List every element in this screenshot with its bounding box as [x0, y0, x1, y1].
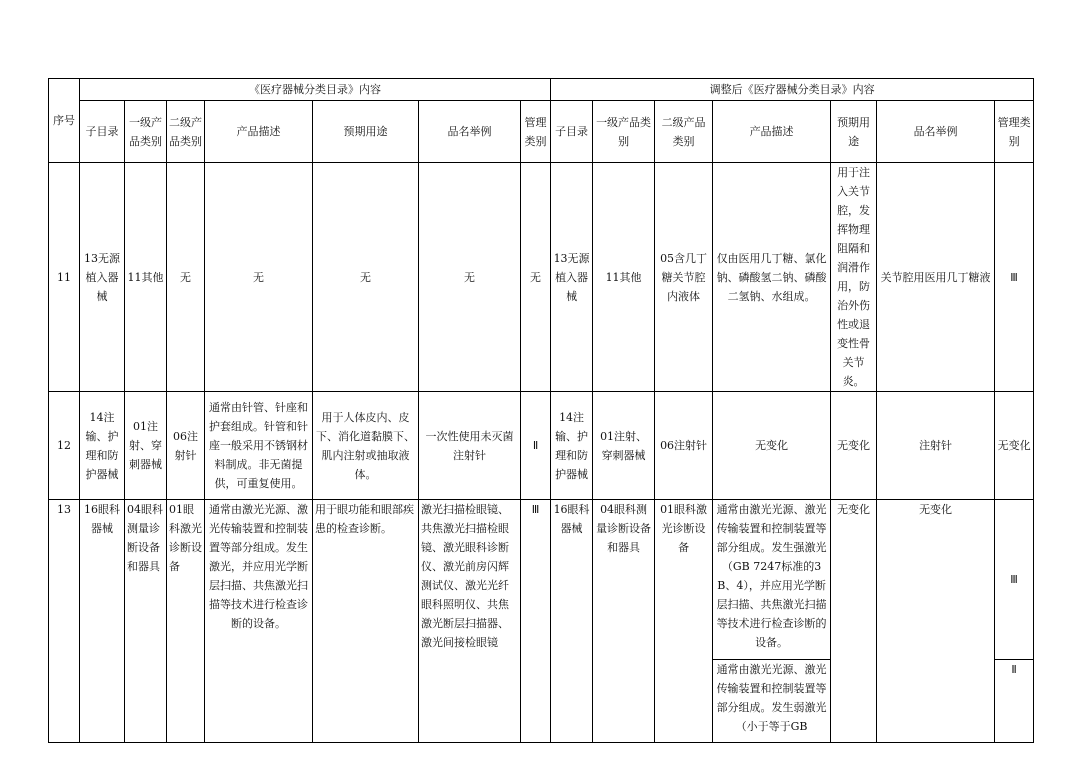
orig-sub-catalog: 13无源植入器械 [80, 163, 125, 392]
row-seq: 11 [49, 163, 80, 392]
adj-management: Ⅲ [995, 163, 1034, 392]
adj-examples: 关节腔用医用几丁糖液 [877, 163, 995, 392]
adj-description: 仅由医用几丁糖、氯化钠、磷酸氢二钠、磷酸二氢钠、水组成。 [713, 163, 831, 392]
orig-level2: 01眼科激光诊断设备 [167, 500, 205, 743]
adj-examples: 无变化 [877, 500, 995, 743]
adj-management-weak-laser: Ⅱ [995, 660, 1034, 743]
header-original-group: 《医疗器械分类目录》内容 [80, 79, 551, 101]
adj-description-weak-laser: 通常由激光光源、激光传输装置和控制装置等部分组成。发生弱激光（小于等于GB [713, 660, 831, 743]
adj-level2: 05含几丁糖关节腔内液体 [655, 163, 713, 392]
adj-sub-catalog: 16眼科器械 [551, 500, 593, 743]
adj-level1: 01注射、穿刺器械 [593, 392, 655, 500]
table-row [49, 500, 1034, 660]
header-orig-management: 管理类别 [521, 101, 551, 163]
row-seq: 12 [49, 392, 80, 500]
header-adj-level2: 二级产品类别 [655, 101, 713, 163]
orig-sub-catalog: 16眼科器械 [80, 500, 125, 743]
row-seq: 13 [49, 500, 80, 743]
adj-intended-use: 用于注入关节腔，发挥物理阻隔和润滑作用，防治外伤性或退变性骨关节炎。 [831, 163, 877, 392]
header-adj-management: 管理类别 [995, 101, 1034, 163]
orig-level2: 06注射针 [167, 392, 205, 500]
orig-level1: 11其他 [125, 163, 167, 392]
header-adj-examples: 品名举例 [877, 101, 995, 163]
orig-description: 通常由针管、针座和护套组成。针管和针座一般采用不锈钢材料制成。非无菌提供，可重复使用。 [205, 392, 313, 500]
orig-intended-use: 用于人体皮内、皮下、消化道黏膜下、肌内注射或抽取液体。 [313, 392, 419, 500]
header-adj-description: 产品描述 [713, 101, 831, 163]
orig-examples: 激光扫描检眼镜、共焦激光扫描检眼镜、激光眼科诊断仪、激光前房闪辉测试仪、激光光纤眼科照明仪、共焦激光断层扫描器、激光间接检眼镜 [419, 500, 521, 743]
adj-examples: 注射针 [877, 392, 995, 500]
adj-description: 无变化 [713, 392, 831, 500]
header-adjusted-group: 调整后《医疗器械分类目录》内容 [551, 79, 1034, 101]
header-orig-level1: 一级产品类别 [125, 101, 167, 163]
adj-description-strong-laser: 通常由激光光源、激光传输装置和控制装置等部分组成。发生强激光（GB 7247标准的3B、4），并应用光学断层扫描、共焦激光扫描等技术进行检查诊断的设备。 [713, 500, 831, 660]
adj-management-strong-laser: Ⅲ [995, 500, 1034, 660]
table-row [49, 163, 1034, 392]
adj-sub-catalog: 13无源植入器械 [551, 163, 593, 392]
header-orig-level2: 二级产品类别 [167, 101, 205, 163]
adj-intended-use: 无变化 [831, 392, 877, 500]
adj-management: 无变化 [995, 392, 1034, 500]
orig-examples: 一次性使用未灭菌注射针 [419, 392, 521, 500]
orig-management: 无 [521, 163, 551, 392]
adj-sub-catalog: 14注输、护理和防护器械 [551, 392, 593, 500]
header-adj-intended-use: 预期用途 [831, 101, 877, 163]
classification-table [48, 78, 1034, 743]
adj-level2: 01眼科激光诊断设备 [655, 500, 713, 743]
header-adj-sub-catalog: 子目录 [551, 101, 593, 163]
header-orig-sub-catalog: 子目录 [80, 101, 125, 163]
header-seq: 序号 [49, 79, 80, 163]
orig-description: 无 [205, 163, 313, 392]
header-columns-row [49, 101, 1034, 163]
orig-level1: 04眼科测量诊断设备和器具 [125, 500, 167, 743]
adj-level2: 06注射针 [655, 392, 713, 500]
adj-level1: 11其他 [593, 163, 655, 392]
orig-description: 通常由激光光源、激光传输装置和控制装置等部分组成。发生激光，并应用光学断层扫描、共焦激光扫描等技术进行检查诊断的设备。 [205, 500, 313, 743]
header-orig-examples: 品名举例 [419, 101, 521, 163]
header-group-row [49, 79, 1034, 101]
orig-intended-use: 用于眼功能和眼部疾患的检查诊断。 [313, 500, 419, 743]
adj-intended-use: 无变化 [831, 500, 877, 743]
header-orig-description: 产品描述 [205, 101, 313, 163]
orig-management: Ⅲ [521, 500, 551, 743]
orig-sub-catalog: 14注输、护理和防护器械 [80, 392, 125, 500]
header-orig-intended-use: 预期用途 [313, 101, 419, 163]
table-row [49, 392, 1034, 500]
orig-level2: 无 [167, 163, 205, 392]
orig-management: Ⅱ [521, 392, 551, 500]
header-adj-level1: 一级产品类别 [593, 101, 655, 163]
orig-examples: 无 [419, 163, 521, 392]
adj-level1: 04眼科测量诊断设备和器具 [593, 500, 655, 743]
orig-level1: 01注射、穿刺器械 [125, 392, 167, 500]
orig-intended-use: 无 [313, 163, 419, 392]
